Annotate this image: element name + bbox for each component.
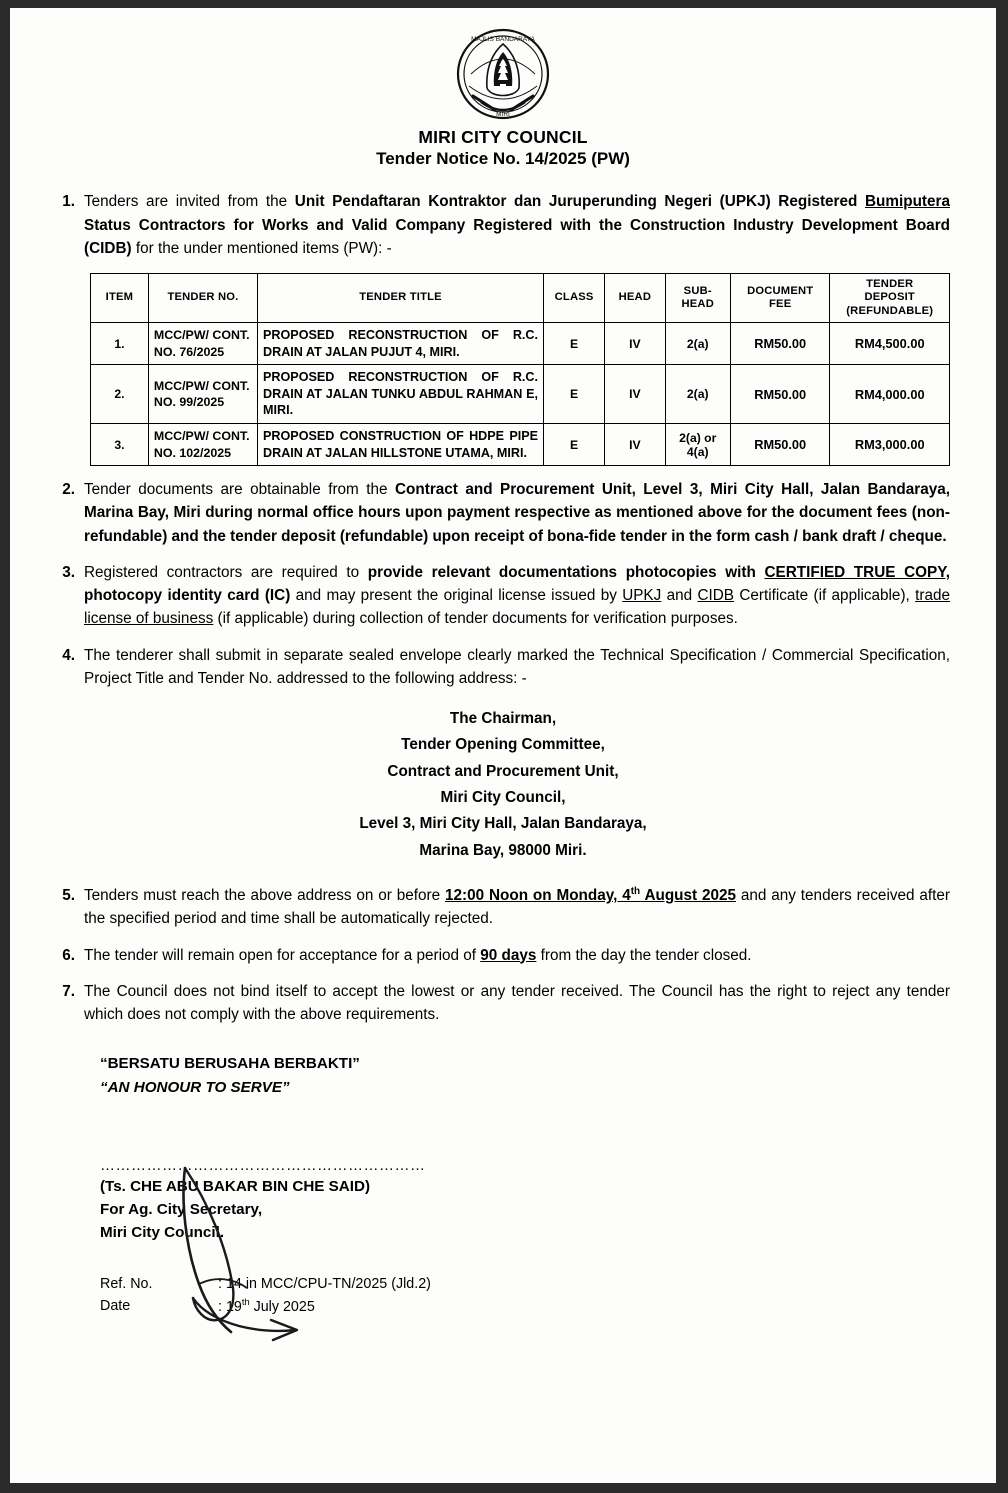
reference-value: : 14 in MCC/CPU-TN/2025 (Jld.2) <box>218 1275 431 1292</box>
tender-items-table <box>90 273 950 466</box>
clause3-part5: (if applicable) during collection of tender documents for verification purposes. <box>213 610 738 628</box>
cell-document-fee: RM50.00 <box>730 423 829 465</box>
clause-registration <box>56 561 950 631</box>
signatory-position: For Ag. City Secretary, <box>100 1201 263 1219</box>
clause-documents <box>56 478 950 548</box>
date-value-post: July 2025 <box>249 1298 315 1315</box>
th-head: HEAD <box>605 274 665 323</box>
svg-text:MIRI: MIRI <box>496 111 510 118</box>
address-line: Contract and Procurement Unit, <box>387 762 619 780</box>
th-tender-title: TENDER TITLE <box>258 274 544 323</box>
clause5-part1: Tenders must reach the above address on or before <box>84 887 445 905</box>
th-tender-no: TENDER NO. <box>148 274 257 323</box>
clause-validity <box>56 944 950 967</box>
cell-item: 2. <box>91 365 149 424</box>
cell-item: 1. <box>91 322 149 364</box>
th-sub-head-l1: SUB- <box>683 284 712 297</box>
cell-class: E <box>544 365 605 424</box>
clause-number: 5. <box>62 886 75 904</box>
cell-tender-title: PROPOSED RECONSTRUCTION OF R.C. DRAIN AT JALAN TUNKU ABDUL RAHMAN E, MIRI. <box>258 365 544 424</box>
clause-deadline <box>56 884 950 931</box>
cell-tender-title: PROPOSED CONSTRUCTION OF HDPE PIPE DRAIN AT JALAN HILLSTONE UTAMA, MIRI. <box>258 423 544 465</box>
scan-edge-top <box>0 0 1008 8</box>
document-sheet <box>10 8 996 1483</box>
clause5-deadline-2: August 2025 <box>640 887 737 905</box>
svg-text:MAJLIS BANDARAYA: MAJLIS BANDARAYA <box>471 36 535 43</box>
th-sub-head-l2: HEAD <box>681 298 714 311</box>
clause-text <box>84 478 950 548</box>
address-line: Level 3, Miri City Hall, Jalan Bandaraya, <box>359 815 647 833</box>
cell-tender-deposit: RM3,000.00 <box>830 423 950 465</box>
reference-block <box>100 1273 950 1318</box>
date-row <box>100 1295 950 1318</box>
cell-head: IV <box>605 365 665 424</box>
signatory-name: (Ts. CHE ABU BAKAR BIN CHE SAID) <box>100 1178 370 1196</box>
th-sub-head <box>665 274 730 323</box>
table-header-row <box>91 274 950 323</box>
cell-tender-no: MCC/PW/ CONT. NO. 76/2025 <box>148 322 257 364</box>
cell-head: IV <box>605 322 665 364</box>
signatory-block <box>100 1176 950 1244</box>
clause3-bold2: photocopy identity card (IC) <box>84 587 291 605</box>
submission-address-block <box>56 706 950 864</box>
clause1-bold1: Unit Pendaftaran Kontraktor dan Juruperunding Negeri (UPKJ) Registered <box>294 193 865 211</box>
cell-class: E <box>544 322 605 364</box>
date-label: Date <box>100 1297 131 1314</box>
reference-label: Ref. No. <box>100 1275 153 1292</box>
th-tender-deposit <box>830 274 950 323</box>
signature-dotted-line: ……………………………………………………… <box>100 1157 426 1175</box>
crest-container <box>56 28 950 120</box>
th-doc-fee-l2: FEE <box>769 298 792 311</box>
notice-title: Tender Notice No. 14/2025 (PW) <box>376 149 630 169</box>
clause-number: 4. <box>62 646 75 664</box>
table-body <box>91 322 950 465</box>
clause-text <box>84 884 950 931</box>
clause-text: The Council does not bind itself to accept the lowest or any tender received. The Council has the right to reject any tender which does not comply with the above requirements. <box>84 982 950 1024</box>
clause-number: 6. <box>62 946 75 964</box>
motto-line-2: “AN HONOUR TO SERVE” <box>100 1078 290 1096</box>
scan-edge-left <box>0 0 10 1493</box>
cell-tender-title: PROPOSED RECONSTRUCTION OF R.C. DRAIN AT JALAN PUJUT 4, MIRI. <box>258 322 544 364</box>
clause3-underline-cidb: CIDB <box>697 587 734 605</box>
th-deposit-l2: DEPOSIT <box>864 291 915 304</box>
clause-number: 7. <box>62 982 75 1000</box>
th-deposit-l3: (REFUNDABLE) <box>846 304 934 317</box>
th-class: CLASS <box>544 274 605 323</box>
table-row <box>91 365 950 424</box>
cell-document-fee: RM50.00 <box>730 365 829 424</box>
cell-tender-no: MCC/PW/ CONT. NO. 102/2025 <box>148 423 257 465</box>
scan-edge-right <box>996 0 1008 1493</box>
clause3-part4: Certificate (if applicable), <box>734 587 916 605</box>
th-doc-fee-l1: DOCUMENT <box>747 284 814 297</box>
date-value-pre: : 19 <box>218 1298 242 1315</box>
table-row <box>91 322 950 364</box>
cell-tender-no: MCC/PW/ CONT. NO. 99/2025 <box>148 365 257 424</box>
clause1-part2: for the under mentioned items (PW): - <box>131 239 392 257</box>
clause5-deadline-sup: th <box>630 885 641 897</box>
cell-head: IV <box>605 423 665 465</box>
clause-invitation <box>56 190 950 260</box>
clause-text: The tenderer shall submit in separate sealed envelope clearly marked the Technical Specification / Commercial Specification, Project Title and Tender No. addressed to the following address: - <box>84 646 950 687</box>
th-deposit-l1: TENDER <box>866 278 914 291</box>
cell-sub-head: 2(a) <box>665 322 730 364</box>
clause-rights <box>56 980 950 1027</box>
clause3-underline-upkj: UPKJ <box>622 587 662 605</box>
date-value <box>218 1295 950 1318</box>
cell-document-fee: RM50.00 <box>730 322 829 364</box>
clause1-bold2: Status Contractors for Works and Valid Company Registered with the Construction Industry Development Board (CIDB) <box>84 216 950 257</box>
clause-number: 1. <box>62 193 75 211</box>
clause6-part1: The tender will remain open for acceptance for a period of <box>84 946 481 964</box>
table-row <box>91 423 950 465</box>
clause3-part1: Registered contractors are required to <box>84 563 368 581</box>
cell-tender-deposit: RM4,000.00 <box>830 365 950 424</box>
signatory-organisation: Miri City Council. <box>100 1224 225 1241</box>
scan-edge-bottom <box>0 1483 1008 1493</box>
miri-city-council-crest-icon <box>451 28 555 120</box>
reference-row <box>100 1273 950 1295</box>
cell-class: E <box>544 423 605 465</box>
clause5-part2: and any tenders received after the specified period and time shall be automatically rejected. <box>84 887 950 928</box>
clause3-part2: and may present the original license issued by <box>290 587 623 605</box>
address-line: Marina Bay, 98000 Miri. <box>419 841 587 859</box>
cell-sub-head: 2(a) <box>665 365 730 424</box>
clause3-part3: and <box>661 587 698 605</box>
clause2-part1: Tender documents are obtainable from the <box>84 481 395 499</box>
clause5-deadline-1: 12:00 Noon on Monday, 4 <box>444 887 631 905</box>
clause6-period: 90 days <box>480 946 537 964</box>
address-line: Tender Opening Committee, <box>401 736 605 754</box>
cell-item: 3. <box>91 423 149 465</box>
clause-submission <box>56 644 950 691</box>
motto-block <box>100 1052 950 1099</box>
date-value-sup: th <box>241 1296 250 1307</box>
clause3-underline-trade-license: trade license of business <box>84 587 950 628</box>
clause-text <box>84 190 950 260</box>
clause-text <box>84 944 950 967</box>
organisation-title: MIRI CITY COUNCIL <box>418 127 588 147</box>
clause-number: 2. <box>62 481 75 499</box>
clause2-bold1: Contract and Procurement Unit, Level 3, Miri City Hall, Jalan Bandaraya, Marina Bay, Miri during normal office hours upon payment respective as mentioned above for the document fees (non-refundable) and the tender deposit (refundable) upon receipt of bona-fide tender in the form cash / bank draft / cheque. <box>84 481 950 545</box>
clause3-bold-underline: CERTIFIED TRUE COPY, <box>764 563 950 581</box>
clause3-bold1: provide relevant documentations photocopies with <box>367 563 765 581</box>
cell-sub-head: 2(a) or 4(a) <box>665 423 730 465</box>
cell-tender-deposit: RM4,500.00 <box>830 322 950 364</box>
th-item: ITEM <box>91 274 149 323</box>
clause1-part1: Tenders are invited from the <box>84 193 295 211</box>
clause-text <box>84 561 950 631</box>
motto-line-1: “BERSATU BERUSAHA BERBAKTI” <box>100 1055 360 1073</box>
table-head <box>91 274 950 323</box>
th-document-fee <box>730 274 829 323</box>
clause6-part2: from the day the tender closed. <box>536 946 752 964</box>
address-line: The Chairman, <box>449 710 557 728</box>
clause1-bold-underline: Bumiputera <box>865 193 950 211</box>
clause-number: 3. <box>62 563 75 581</box>
address-line: Miri City Council, <box>440 789 566 807</box>
